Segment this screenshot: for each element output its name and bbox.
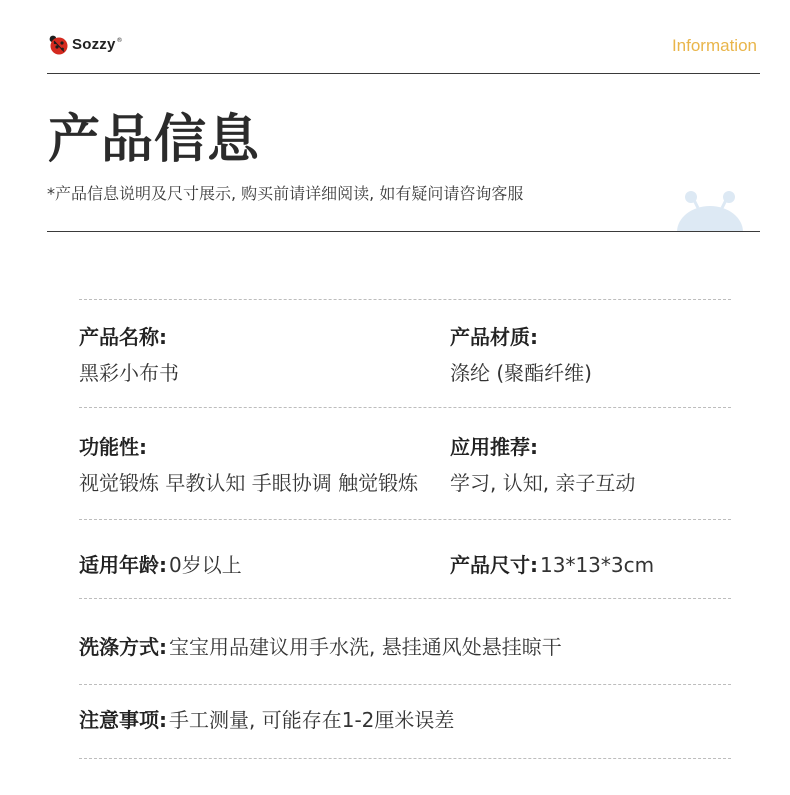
- field-label: 产品名称:: [79, 325, 167, 349]
- field-washing: [79, 634, 562, 660]
- registered-mark: ®: [116, 36, 123, 44]
- field-age: [79, 552, 242, 578]
- row-divider: [79, 407, 731, 408]
- field-function: [79, 434, 418, 496]
- field-usage: [450, 434, 635, 496]
- information-label: Information: [671, 36, 757, 55]
- field-value: 宝宝用品建议用手水洗, 悬挂通风处悬挂晾干: [169, 635, 562, 659]
- row-divider: [79, 684, 731, 685]
- brand-name: Sozzy: [72, 35, 116, 53]
- page-subtitle: *产品信息说明及尺寸展示, 购买前请详细阅读, 如有疑问请咨询客服: [47, 184, 524, 203]
- field-notes: [79, 707, 454, 733]
- field-label: 产品尺寸:: [450, 553, 538, 577]
- field-label: 洗涤方式:: [79, 635, 167, 659]
- field-value: 视觉锻炼 早教认知 手眼协调 触觉锻炼: [79, 471, 419, 495]
- brand-logo: [47, 33, 123, 55]
- field-label: 适用年龄:: [79, 553, 167, 577]
- field-material: [450, 324, 592, 386]
- header-divider: [47, 73, 760, 74]
- field-value: 学习, 认知, 亲子互动: [450, 471, 636, 495]
- page-title: 产品信息: [48, 110, 261, 170]
- title-divider: [47, 231, 760, 232]
- field-size: [450, 552, 654, 578]
- field-value: 0岁以上: [169, 553, 242, 577]
- row-divider: [79, 598, 731, 599]
- field-value: 黑彩小布书: [79, 361, 179, 385]
- field-label: 功能性:: [79, 435, 147, 459]
- ladybug-icon: [47, 33, 69, 55]
- field-value: 手工测量, 可能存在1-2厘米误差: [169, 708, 455, 732]
- field-label: 注意事项:: [79, 708, 167, 732]
- field-label: 产品材质:: [450, 325, 538, 349]
- field-value: 13*13*3cm: [540, 553, 655, 577]
- row-divider: [79, 299, 731, 300]
- field-product-name: [79, 324, 179, 386]
- field-label: 应用推荐:: [450, 435, 538, 459]
- mascot-bug-icon: [670, 186, 750, 231]
- row-divider: [79, 519, 731, 520]
- row-divider: [79, 758, 731, 759]
- field-value: 涤纶 (聚酯纤维): [450, 361, 592, 385]
